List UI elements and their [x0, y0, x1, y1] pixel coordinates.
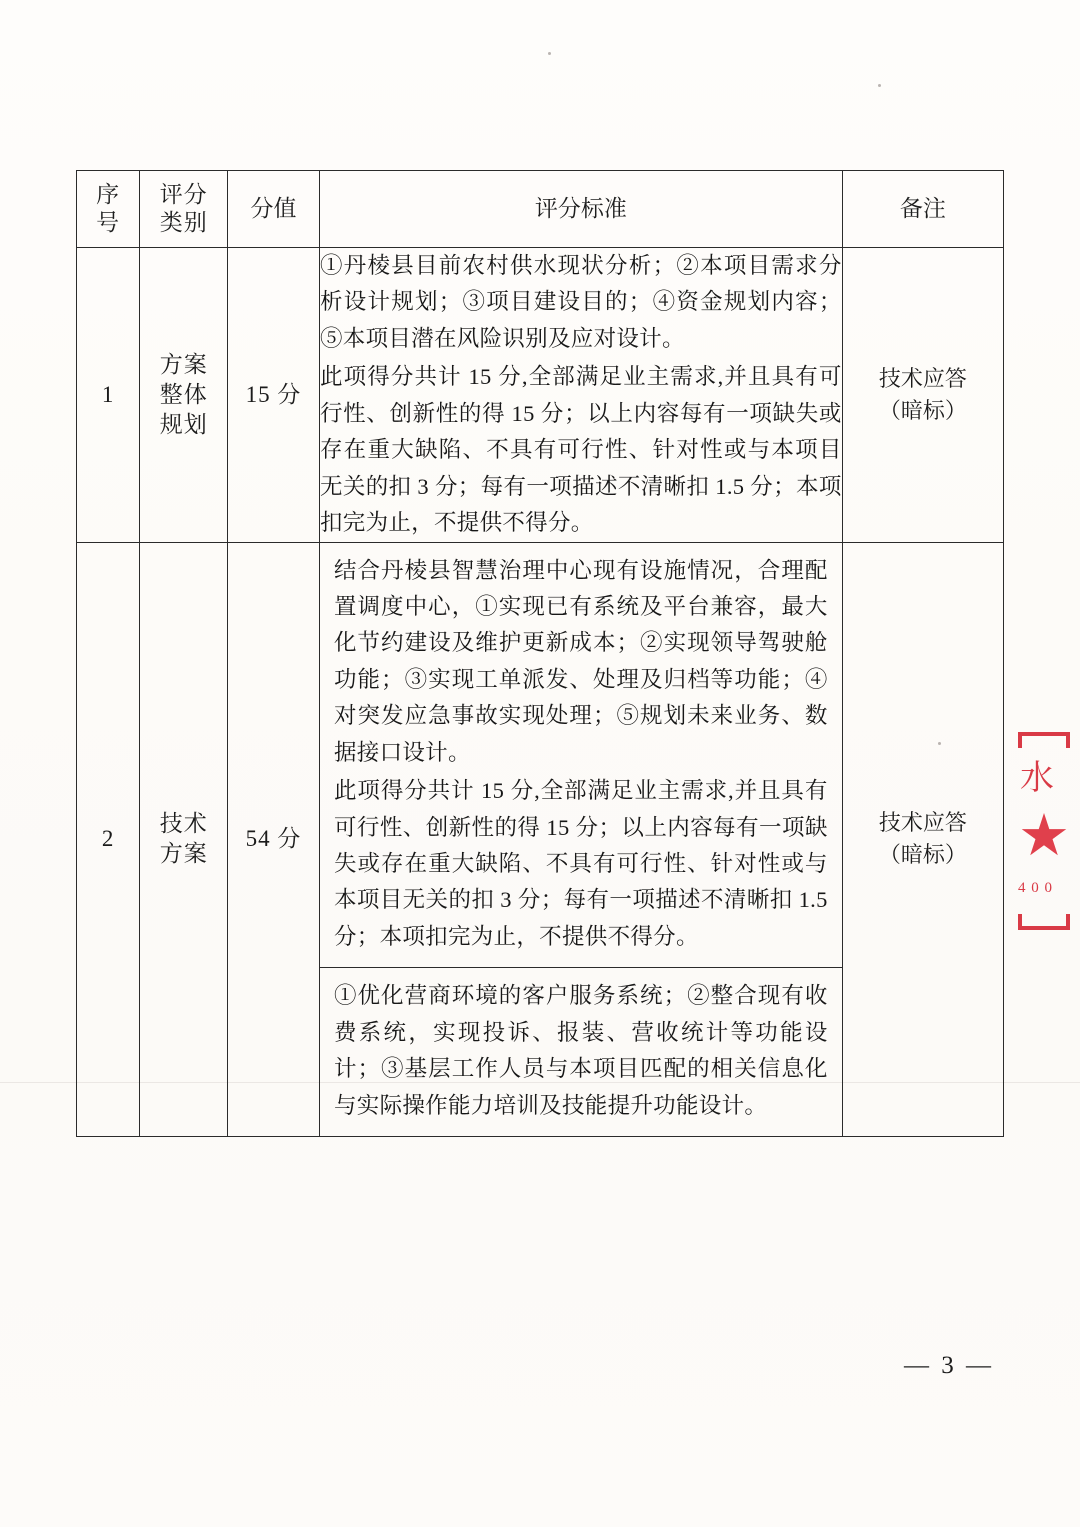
red-seal-stamp	[1012, 730, 1080, 960]
page-number: — 3 —	[904, 1352, 994, 1379]
row1-standard-paragraph-1: ①丹棱县目前农村供水现状分析；②本项目需求分析设计规划；③项目建设目的；④资金规划内容；⑤本项目潜在风险识别及应对设计。	[319, 253, 842, 351]
table-row	[77, 248, 1004, 543]
row1-standard-paragraph-2: 此项得分共计 15 分,全部满足业主需求,并且具有可行性、创新性的得 15 分；以上内容每有一项缺失或存在重大缺陷、不具有可行性、针对性或与本项目无关的扣 3 分；每有一项描述不清晰扣 1.5 分；本项扣完为止，不提供不得分。	[319, 364, 842, 536]
seal-bracket-top-icon	[1018, 732, 1070, 748]
row2-standard	[319, 542, 842, 1137]
row2-serial-number: 2	[77, 542, 140, 1137]
row1-standard	[319, 248, 842, 543]
seal-digits: 4 0 0	[1018, 880, 1053, 896]
header-remark: 备注	[842, 171, 1003, 248]
row1-remark-line1: 技术应答	[878, 365, 967, 391]
row2-standard-block-1	[320, 543, 842, 968]
header-category	[140, 171, 228, 248]
row2-category	[140, 542, 228, 1137]
row2-block1-paragraph-2: 此项得分共计 15 分,全部满足业主需求,并且具有可行性、创新性的得 15 分；以上内容每有一项缺失或存在重大缺陷、不具有可行性、针对性或与本项目无关的扣 3 分；每有一项描述不清晰扣 1.5 分；本项扣完为止，不提供不得分。	[333, 778, 828, 949]
row2-remark	[842, 542, 1003, 1137]
paper-speck	[878, 84, 881, 87]
row2-remark-line2: （暗标）	[878, 842, 967, 868]
seal-character: 水	[1020, 760, 1054, 797]
seal-star-icon: ★	[1018, 803, 1070, 868]
row1-score: 15 分	[228, 248, 320, 543]
header-serial-number-line2: 号	[96, 210, 121, 235]
row2-block2-paragraph-1: ①优化营商环境的客户服务系统；②整合现有收费系统，实现投诉、报装、营收统计等功能设计；③基层工作人员与本项目匹配的相关信息化与实际操作能力培训及技能提升功能设计。	[333, 983, 828, 1118]
header-category-line2: 类别	[159, 210, 208, 235]
row1-category	[140, 248, 228, 543]
row2-score: 54 分	[228, 542, 320, 1137]
row2-standard-block-2	[320, 967, 842, 1136]
row2-category-line2: 方案	[159, 841, 208, 867]
header-score-value: 分值	[228, 171, 320, 248]
row1-serial-number: 1	[77, 248, 140, 543]
row1-category-line1: 方案	[159, 351, 208, 377]
row2-category-line1: 技术	[159, 811, 208, 837]
table-row	[77, 542, 1004, 1137]
table-header-row	[77, 171, 1004, 248]
header-serial-number-line1: 序	[96, 181, 121, 207]
row1-remark-line2: （暗标）	[878, 397, 967, 423]
row1-category-line2: 整体	[159, 381, 208, 407]
paper-speck	[548, 52, 551, 55]
header-serial-number	[77, 171, 140, 248]
scoring-criteria-table	[76, 170, 1004, 1137]
row1-remark	[842, 248, 1003, 543]
row2-block1-paragraph-1: 结合丹棱县智慧治理中心现有设施情况，合理配置调度中心，①实现已有系统及平台兼容，最大化节约建设及维护更新成本；②实现领导驾驶舱功能；③实现工单派发、处理及归档等功能；④对突发应急事故实现处理；⑤规划未来业务、数据接口设计。	[333, 557, 828, 765]
header-scoring-standard: 评分标准	[319, 171, 842, 248]
header-category-line1: 评分	[159, 181, 208, 207]
row2-remark-line1: 技术应答	[878, 810, 967, 836]
seal-bracket-bottom-icon	[1018, 914, 1070, 930]
row1-category-line3: 规划	[159, 411, 208, 437]
